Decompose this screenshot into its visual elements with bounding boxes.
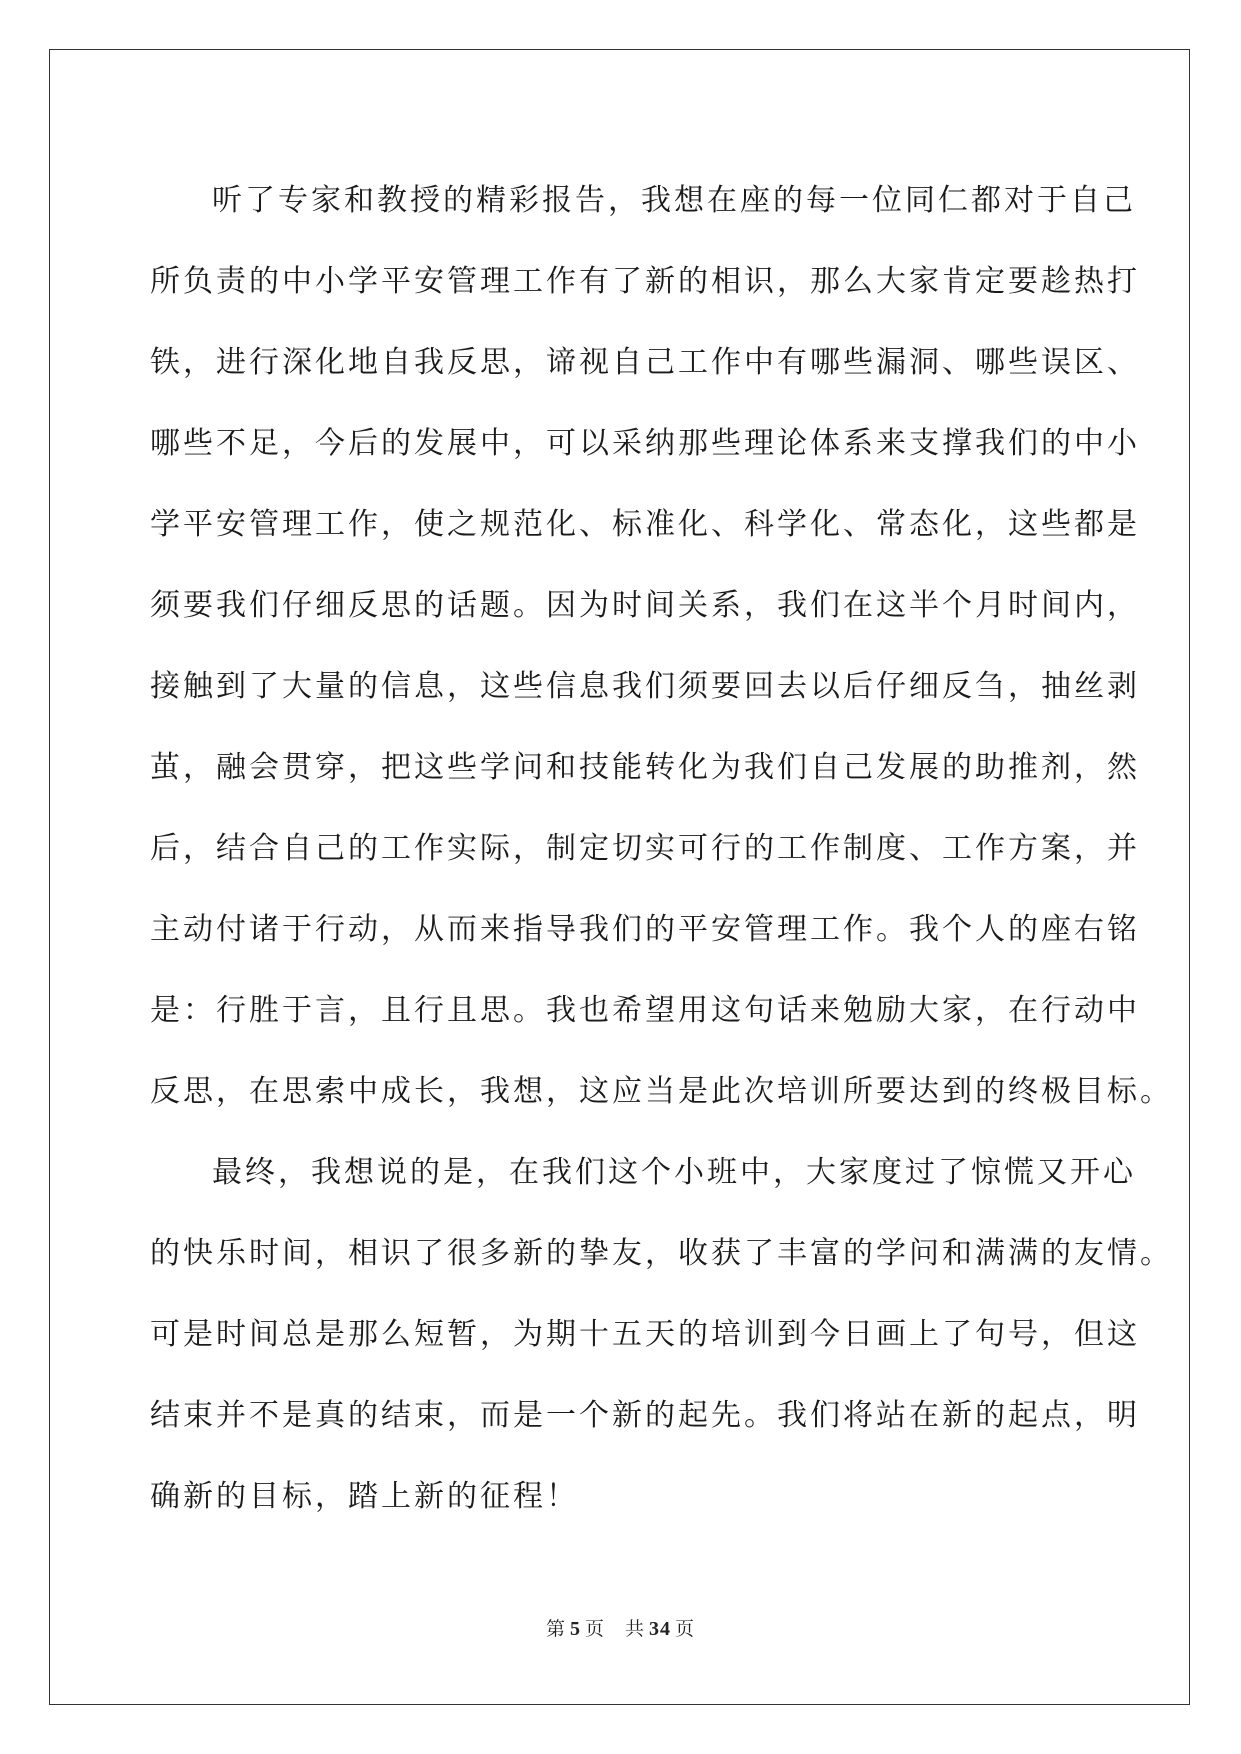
paragraph-1-line: 后，结合自己的工作实际，制定切实可行的工作制度、工作方案，并: [150, 831, 1140, 866]
paragraph-2-line: 最终，我想说的是，在我们这个小班中，大家度过了惊慌又开心: [212, 1155, 1136, 1190]
paragraph-1-line: 接触到了大量的信息，这些信息我们须要回去以后仔细反刍，抽丝剥: [150, 669, 1140, 704]
paragraph-2-line: 的快乐时间，相识了很多新的挚友，收获了丰富的学问和满满的友情。: [150, 1236, 1173, 1271]
paragraph-1-line: 学平安管理工作，使之规范化、标准化、科学化、常态化，这些都是: [150, 507, 1140, 542]
paragraph-2-line: 可是时间总是那么短暂，为期十五天的培训到今日画上了句号，但这: [150, 1317, 1140, 1352]
paragraph-1-line: 主动付诸于行动，从而来指导我们的平安管理工作。我个人的座右铭: [150, 912, 1140, 947]
paragraph-1-line: 茧，融会贯穿，把这些学问和技能转化为我们自己发展的助推剂，然: [150, 750, 1140, 785]
total-pages: 34: [649, 1618, 672, 1640]
page-prefix: 第: [545, 1619, 566, 1640]
document-body: [150, 160, 1173, 1537]
paragraph-1-line: 所负责的中小学平安管理工作有了新的相识，那么大家肯定要趁热打: [150, 264, 1140, 299]
paragraph-1-line: 哪些不足，今后的发展中，可以采纳那些理论体系来支撑我们的中小: [150, 426, 1140, 461]
page-suffix: 页: [584, 1619, 605, 1640]
paragraph-1-line: 须要我们仔细反思的话题。因为时间关系，我们在这半个月时间内，: [150, 588, 1140, 623]
total-suffix: 页: [675, 1619, 696, 1640]
page-number: 5: [569, 1618, 581, 1640]
paragraph-2-line: 结束并不是真的结束，而是一个新的起先。我们将站在新的起点，明: [150, 1398, 1140, 1433]
paragraph-2-line: 确新的目标，踏上新的征程！: [150, 1479, 579, 1514]
paragraph-1-line: 听了专家和教授的精彩报告，我想在座的每一位同仁都对于自己: [212, 183, 1136, 218]
total-prefix: 共: [625, 1619, 646, 1640]
paragraph-1-line: 铁，进行深化地自我反思，谛视自己工作中有哪些漏洞、哪些误区、: [150, 345, 1140, 380]
paragraph-1-line: 反思，在思索中成长，我想，这应当是此次培训所要达到的终极目标。: [150, 1074, 1173, 1109]
page-footer: [0, 1614, 1241, 1641]
paragraph-1-line: 是：行胜于言，且行且思。我也希望用这句话来勉励大家，在行动中: [150, 993, 1140, 1028]
